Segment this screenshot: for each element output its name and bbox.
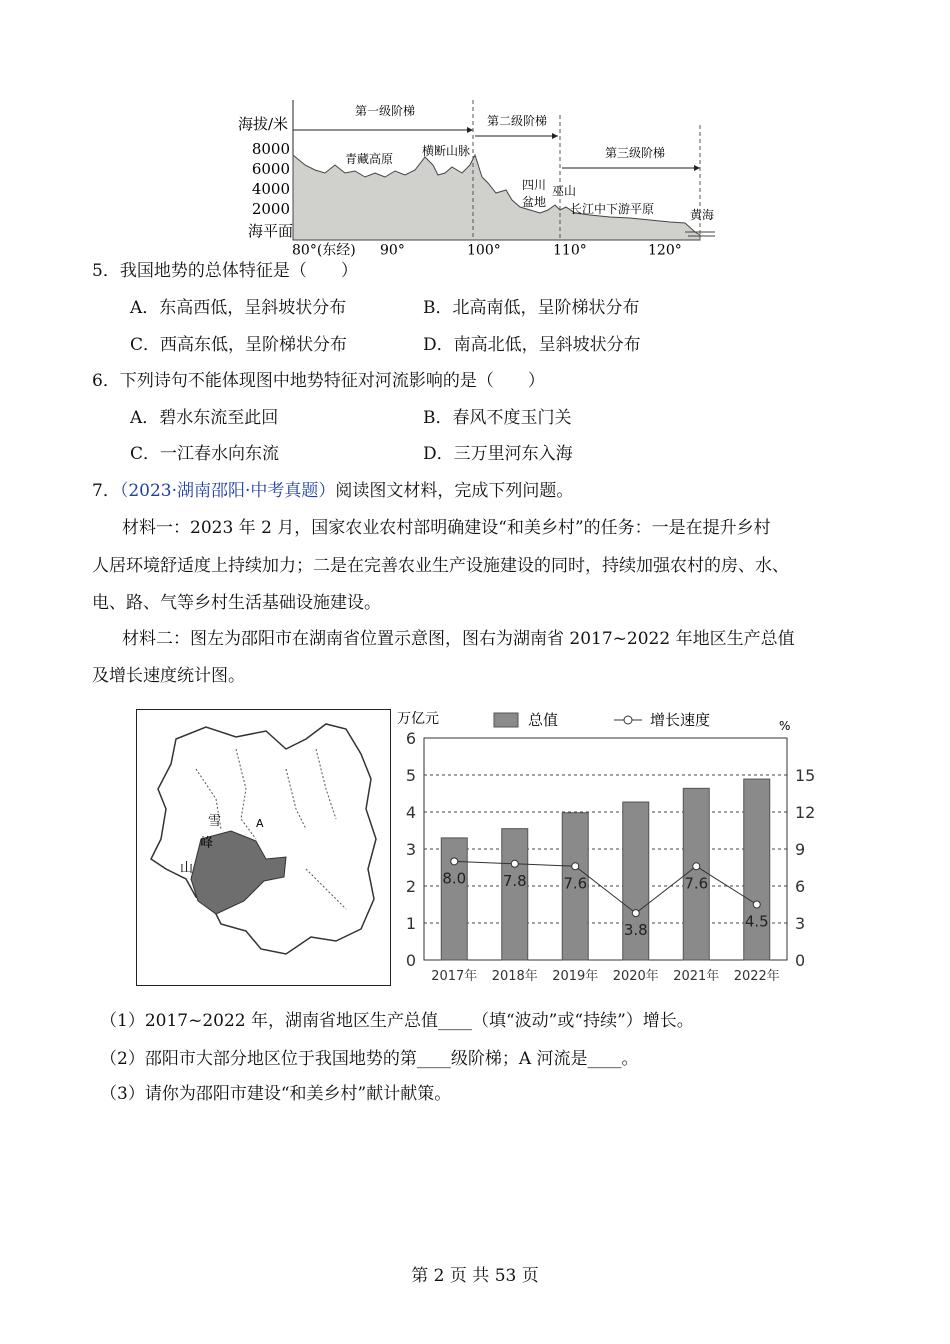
place-label: 长江中下游平原 <box>570 202 655 216</box>
profile-ytick: 6000 <box>251 160 290 178</box>
q7-stem: 阅读图文材料，完成下列问题。 <box>335 481 574 501</box>
profile-xtick: 120° <box>648 242 682 259</box>
chart-grid <box>424 738 787 960</box>
material1-line2: 人居环境舒适度上持续加力；二是在完善农业生产设施建设的同时，持续加强农村的房、水、 <box>92 556 789 576</box>
q7-source[interactable]: （2023·湖南邵阳·中考真题） <box>119 481 336 501</box>
left-tick-label: 3 <box>405 840 416 859</box>
step2-label: 第二级阶梯 <box>486 114 548 128</box>
q6-option-b[interactable]: B．春风不度玉门关 <box>423 408 572 428</box>
step3-label: 第三级阶梯 <box>604 146 666 160</box>
map-label: 山 <box>180 861 194 876</box>
left-tick-label: 4 <box>405 803 416 822</box>
right-axis-title: % <box>779 719 791 733</box>
place-label: 四川 <box>522 178 547 192</box>
growth-data-label: 8.0 <box>442 869 467 888</box>
legend-bar-label: 总值 <box>528 711 559 729</box>
material1-line1: 材料一：2023 年 2 月，国家农业农村部明确建设“和美乡村”的任务：一是在提升乡村 <box>122 518 771 538</box>
terrain-profile-figure <box>230 95 720 259</box>
legend-bar-swatch <box>494 713 518 727</box>
map-label: 峰 <box>200 836 214 851</box>
profile-ytick: 4000 <box>251 180 290 198</box>
right-tick-label: 0 <box>795 951 806 970</box>
x-tick-label: 2021年 <box>673 969 720 984</box>
q6-stem: 6．下列诗句不能体现图中地势特征对河流影响的是（ ） <box>92 371 545 391</box>
place-label: 盆地 <box>522 195 547 209</box>
growth-data-label: 7.6 <box>563 874 588 893</box>
profile-xtick: 110° <box>553 242 587 259</box>
right-tick-label: 15 <box>795 766 816 785</box>
x-tick-label: 2020年 <box>612 969 659 984</box>
bar <box>441 838 467 960</box>
growth-point <box>451 858 458 865</box>
x-tick-label: 2017年 <box>431 969 478 984</box>
left-axis-title: 万亿元 <box>397 711 439 727</box>
profile-ytick: 海平面 <box>247 222 293 240</box>
page-footer: 第 2 页 共 53 页 <box>411 1266 539 1286</box>
growth-data-label: 7.8 <box>502 871 527 890</box>
right-tick-label: 6 <box>795 877 806 896</box>
profile-xtick: 80°(东经) <box>292 242 356 259</box>
material2-line2: 及增长速度统计图。 <box>92 666 245 686</box>
q7-number: 7． <box>92 481 120 501</box>
place-label: 黄海 <box>690 208 715 222</box>
growth-point <box>572 863 579 870</box>
legend-line-label: 增长速度 <box>650 711 711 729</box>
q7-heading <box>92 480 573 502</box>
profile-ylabel: 海拔/米 <box>238 115 289 133</box>
left-tick-label: 0 <box>405 951 416 970</box>
q5-option-a[interactable]: A．东高西低，呈斜坡状分布 <box>130 298 347 318</box>
river-a-label: A <box>256 817 264 830</box>
arrow-head-icon <box>552 133 558 139</box>
place-label: 青藏高原 <box>345 152 394 166</box>
arrow-head-icon <box>694 165 700 171</box>
material2-line1: 材料二：图左为邵阳市在湖南省位置示意图，图右为湖南省 2017~2022 年地区生产总值 <box>122 629 795 649</box>
growth-point <box>511 860 518 867</box>
q6-option-c[interactable]: C．一江春水向东流 <box>130 444 280 464</box>
left-tick-label: 1 <box>405 914 416 933</box>
material1-line3: 电、路、气等乡村生活基础设施建设。 <box>92 593 381 613</box>
x-tick-label: 2018年 <box>491 969 538 984</box>
q5-stem: 5．我国地势的总体特征是（ ） <box>92 261 358 281</box>
growth-point <box>632 910 639 917</box>
left-tick-label: 6 <box>405 729 416 748</box>
q5-option-b[interactable]: B．北高南低，呈阶梯状分布 <box>423 298 640 318</box>
legend-line-marker <box>624 716 632 724</box>
hunan-map <box>136 709 392 987</box>
place-label: 横断山脉 <box>422 144 471 158</box>
bar <box>502 829 528 960</box>
right-tick-label: 12 <box>795 803 816 822</box>
step1-label: 第一级阶梯 <box>354 104 416 118</box>
map-label: 雪 <box>208 814 222 829</box>
left-tick-label: 2 <box>405 877 416 896</box>
profile-xtick: 90° <box>380 242 405 259</box>
q5-option-d[interactable]: D．南高北低，呈斜坡状分布 <box>423 335 641 355</box>
x-tick-label: 2019年 <box>552 969 599 984</box>
q6-option-a[interactable]: A．碧水东流至此回 <box>130 408 279 428</box>
arrow-head-icon <box>467 127 473 133</box>
growth-point <box>753 901 760 908</box>
place-label: 巫山 <box>552 184 577 198</box>
q5-option-c[interactable]: C．西高东低，呈阶梯状分布 <box>130 335 348 355</box>
profile-ytick: 8000 <box>251 140 290 158</box>
q7-sub3: （3）请你为邵阳市建设“和美乡村”献计献策。 <box>100 1084 452 1104</box>
q7-sub1: （1）2017~2022 年，湖南省地区生产总值____（填“波动”或“持续”）增长。 <box>100 1011 694 1031</box>
x-tick-label: 2022年 <box>733 969 780 984</box>
profile-xtick: 100° <box>467 242 501 259</box>
q6-option-d[interactable]: D．三万里河东入海 <box>423 444 573 464</box>
growth-data-label: 7.6 <box>684 874 709 893</box>
left-tick-label: 5 <box>405 766 416 785</box>
q7-sub2: （2）邵阳市大部分地区位于我国地势的第____级阶梯；A 河流是____。 <box>100 1049 639 1069</box>
growth-data-label: 3.8 <box>623 921 648 940</box>
profile-ytick: 2000 <box>251 200 290 218</box>
growth-data-label: 4.5 <box>744 912 769 931</box>
growth-point <box>693 863 700 870</box>
right-tick-label: 3 <box>795 914 806 933</box>
bar <box>744 779 770 960</box>
gdp-chart <box>392 703 816 993</box>
right-tick-label: 9 <box>795 840 806 859</box>
